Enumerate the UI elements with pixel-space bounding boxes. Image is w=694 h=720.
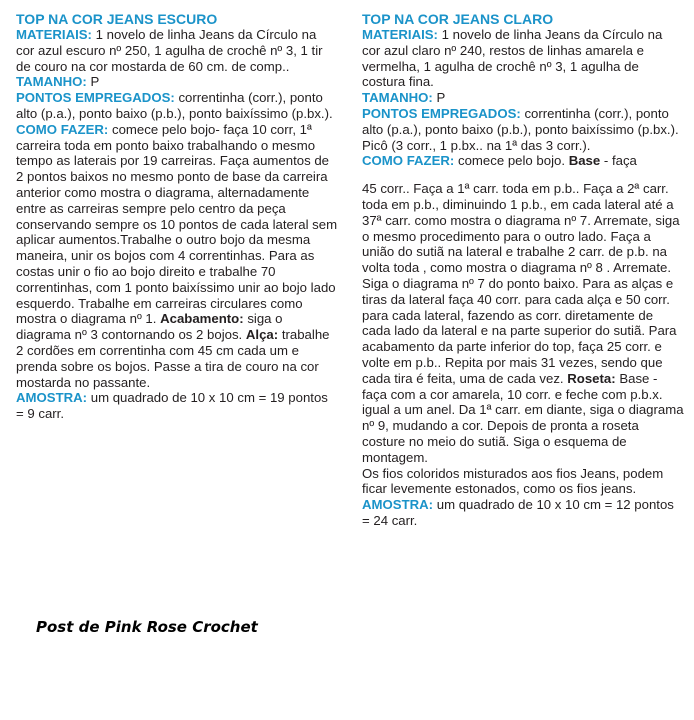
alca-label: Alça:	[245, 327, 279, 343]
como-fazer-text: comece pelo bojo- faça 10 corr, 1ª carreira toda em ponto baixo trabalhando o mesmo tempo as laterais por 19 carreiras. Faça aumentos de 2 pontos baixos no mesmo ponto de base da carreira anterior como mostra o diagrama, alternadamente entre as carreiras sempre pelo centro da peça conservando sempre os 10 pontos de cada lateral sem aplicar aumentos.Trabalhe o outro bojo da mesma maneira, unir os bojos com 4 correntinhas. Para as costas unir o fio ao bojo direito e trabalhe 70 correntinhas, com 1 ponto baixíssimo unir ao bojo lado esquerdo. Trabalhe em carreiras circulares como mostra o diagrama nº 1.	[16, 121, 338, 327]
amostra-label: AMOSTRA:	[362, 497, 434, 513]
right-pontos	[362, 106, 684, 153]
right-amostra	[362, 497, 684, 529]
left-title: TOP NA COR JEANS ESCURO	[16, 11, 218, 27]
left-column	[16, 0, 338, 422]
acabamento-text: siga o diagrama nº 3 contornando os 2 bojos.	[16, 311, 283, 343]
left-como-fazer	[16, 122, 338, 391]
base-label: Base	[568, 153, 601, 169]
left-pontos	[16, 90, 338, 122]
materiais-text: 1 novelo de linha Jeans da Círculo na cor azul claro nº 240, restos de linhas amarela e vermelha, 1 agulha de crochê nº 3, 1 agulha de costura fina.	[362, 27, 663, 90]
right-como-fazer	[362, 153, 684, 169]
right-column	[362, 0, 684, 529]
paragraph-gap	[362, 169, 684, 181]
right-tamanho	[362, 90, 684, 106]
right-materiais	[362, 27, 684, 90]
materiais-text: 1 novelo de linha Jeans da Círculo na cor azul escuro nº 250, 1 agulha de crochê nº 3, 1 tir de couro na cor mostarda de 60 cm. de comp..	[16, 27, 323, 74]
pontos-text: correntinha (corr.), ponto alto (p.a.), ponto baixo (p.b.), ponto baixíssimo (p.bx.).	[16, 90, 333, 121]
acabamento-label: Acabamento:	[160, 311, 244, 327]
tamanho-text: P	[436, 90, 446, 106]
como-fazer-label: COMO FAZER:	[362, 153, 455, 169]
left-materiais	[16, 27, 338, 74]
tamanho-text: P	[90, 74, 100, 90]
como-fazer-text: comece pelo bojo.	[457, 153, 566, 169]
alca-text: trabalhe 2 cordões em correntinha com 45 cm cada um e prenda sobre os bojos. Passe a tira de couro na cor mostarda no passante.	[16, 327, 330, 390]
base-text: - faça	[603, 153, 637, 169]
como-fazer-label: COMO FAZER:	[16, 121, 109, 137]
right-body	[362, 181, 684, 465]
materiais-label: MATERIAIS:	[16, 27, 92, 42]
amostra-text: um quadrado de 10 x 10 cm = 12 pontos = 24 carr.	[362, 497, 674, 528]
fios-text: Os fios coloridos misturados aos fios Jeans, podem ficar levemente estonados, como os fios jeans.	[362, 465, 664, 497]
body-text: 45 corr.. Faça a 1ª carr. toda em p.b.. Faça a 2ª carr. toda em p.b., diminuindo 1 p.b., em cada lateral até a 37ª carr. como mostra o diagrama nº 7. Arremate, siga o mesmo procedimento para o outro lado. Faça a união do sutiã na lateral e trabalhe 2 carr. de p.b. na volta toda , como mostra o diagrama nº 8 . Arremate. Siga o diagrama nº 7 do ponto baixo. Para as alças e tiras da lateral faça 40 corr. para cada alça e 50 corr. para cada lateral, fazendo as corr. diretamente de cada lado da lateral e na parte superior do sutiã. Para acabamento da parte inferior do top, faça 25 corr. e volte em p.b.. Repita por mais 31 vezes, sendo que cada tira é feita, uma de cada vez.	[362, 181, 680, 386]
roseta-label: Roseta:	[567, 370, 616, 386]
pontos-label: PONTOS EMPREGADOS:	[16, 90, 175, 106]
tamanho-label: TAMANHO:	[16, 74, 87, 90]
pontos-label: PONTOS EMPREGADOS:	[362, 105, 521, 121]
amostra-label: AMOSTRA:	[16, 390, 88, 406]
tamanho-label: TAMANHO:	[362, 90, 433, 106]
materiais-label: MATERIAIS:	[362, 27, 438, 42]
left-amostra	[16, 390, 338, 422]
right-title: TOP NA COR JEANS CLARO	[362, 11, 554, 27]
roseta-text: Base - faça com a cor amarela, 10 corr. e feche com p.b.x. igual a um anel. Da 1ª carr. em diante, siga o diagrama nº 9, mudando a cor. Depois de pronta a roseta costure no meio do sutiã. Siga o esquema de montagem.	[362, 370, 684, 465]
amostra-text: um quadrado de 10 x 10 cm = 19 pontos = 9 carr.	[16, 390, 328, 422]
left-tamanho	[16, 74, 338, 90]
right-fios	[362, 466, 684, 498]
credit-caption: Post de Pink Rose Crochet	[36, 618, 258, 636]
pontos-text: correntinha (corr.), ponto alto (p.a.), ponto baixo (p.b.), ponto baixíssimo (p.bx.). Picô (3 corr., 1 p.bx.. na 1ª das 3 corr.).	[362, 105, 679, 153]
